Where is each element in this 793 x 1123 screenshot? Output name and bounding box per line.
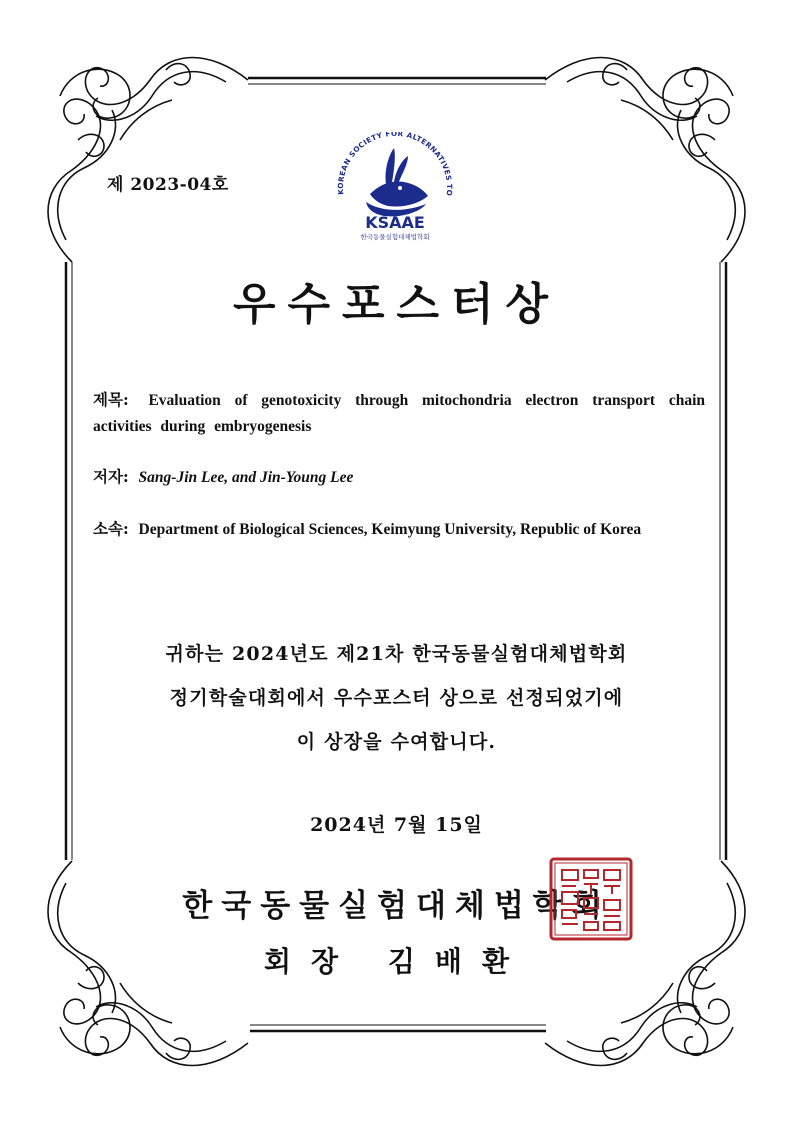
president-name: 회장 김배환 bbox=[264, 945, 529, 978]
svg-text:KOREAN SOCIETY FOR ALTERNATIVE: KOREAN SOCIETY FOR ALTERNATIVES TO bbox=[335, 132, 455, 197]
statement-line-2: 정기학술대회에서 우수포스터 상으로 선정되었기에 bbox=[169, 687, 624, 709]
affiliation-field bbox=[93, 516, 705, 543]
affiliation-value: Department of Biological Sciences, Keimyung University, Republic of Korea bbox=[138, 521, 642, 538]
authors-value: Sang-Jin Lee, and Jin-Young Lee bbox=[138, 469, 354, 486]
title-label: 제목: bbox=[93, 390, 129, 409]
logo-korean-name: 한국동물실험대체법학회 bbox=[360, 233, 430, 241]
affiliation-label: 소속: bbox=[93, 519, 129, 538]
statement-line-1: 귀하는 2024년도 제21차 한국동물실험대체법학회 bbox=[165, 643, 628, 665]
award-date: 2024년 7월 15일 bbox=[310, 814, 483, 836]
title-value: Evaluation of genotoxicity through mitochondria electron transport chain activities during embryogenesis bbox=[93, 392, 705, 435]
authors-label: 저자: bbox=[93, 467, 129, 486]
certificate-number: 제 2023-04호 bbox=[107, 175, 229, 195]
award-statement bbox=[0, 632, 793, 764]
logo-acronym: KSAAE bbox=[365, 213, 425, 232]
organization-name: 한국동물실험대체법학회 bbox=[182, 888, 611, 924]
ksaae-logo bbox=[330, 132, 460, 247]
authors-field bbox=[93, 464, 705, 491]
official-seal bbox=[548, 856, 634, 942]
poster-title-field bbox=[93, 387, 705, 440]
award-title: 우수포스터상 bbox=[232, 279, 561, 330]
statement-line-3: 이 상장을 수여합니다. bbox=[296, 731, 497, 753]
